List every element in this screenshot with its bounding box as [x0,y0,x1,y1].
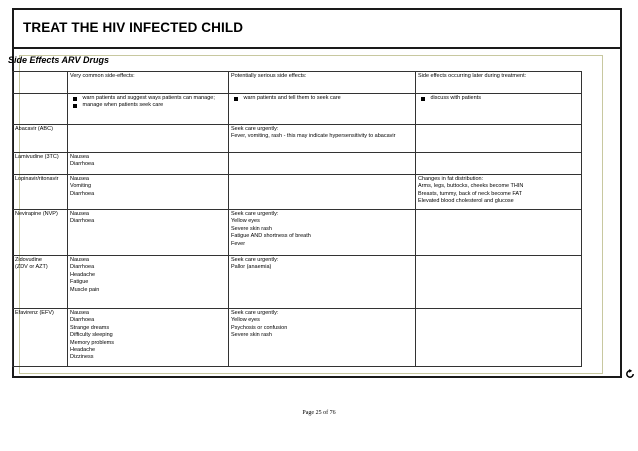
table-header-row [13,72,582,94]
side-effect-cell-serious [229,125,416,153]
title-divider [14,47,620,49]
side-effect-line: Fever [231,240,246,247]
drug-name: Lopinavir/ritonavir [15,176,59,182]
side-effect-line: Severe skin rash [231,225,272,232]
side-effect-cell-later [416,309,582,367]
table-row [13,175,582,210]
advice-cell-serious [229,94,416,125]
side-effect-cell-serious [229,153,416,175]
table-row [13,256,582,309]
side-effect-line: Severe skin rash [231,332,272,339]
side-effect-line: Seek care urgently: [231,126,279,132]
side-effect-line: Diarrhoea [70,161,95,168]
drug-name-cell [13,175,68,210]
side-effect-cell-serious [229,175,416,210]
side-effect-line: Difficulty sleeping [70,332,113,339]
header-cell: Very common side-effects: [68,72,229,94]
side-effect-cell-serious [229,210,416,256]
square-bullet-icon [234,97,238,101]
advice-cell-common [68,94,229,125]
side-effect-line: Nausea [70,310,89,316]
side-effect-line: Strange dreams [70,324,110,331]
side-effect-cell-common [68,153,229,175]
bullet-text: discuss with patients [430,95,481,101]
side-effect-cell-later [416,210,582,256]
side-effect-line: Muscle pain [70,286,100,293]
table-row [13,210,582,256]
side-effect-line: Yellow eyes [231,218,260,225]
side-effect-line: Diarrhoea [70,190,95,197]
drug-name: Nevirapine (NVP) [15,211,58,217]
side-effect-line: Seek care urgently: [231,310,279,316]
side-effect-line: Arms, legs, buttocks, cheeks become THIN [418,183,524,190]
side-effect-line: Seek care urgently: [231,257,279,263]
side-effect-line: Fatigue AND shortness of breath [231,233,311,240]
drug-name: Efavirenz (EFV) [15,310,54,316]
side-effect-line: Diarrhoea [70,317,95,324]
header-cell: Potentially serious side effects: [229,72,416,94]
side-effect-line: Diarrhoea [70,264,95,271]
side-effect-cell-common [68,125,229,153]
bullet-text: manage when patients seek care [82,102,164,109]
table-row [13,153,582,175]
side-effect-cell-common [68,256,229,309]
side-effect-line: Seek care urgently: [231,211,279,217]
advice-cell-later [416,94,582,125]
square-bullet-icon [421,97,425,101]
side-effect-line: Vomiting [70,183,92,190]
drug-name: (ZDV or AZT) [15,264,48,271]
side-effect-line: Diarrhoea [70,218,95,225]
bullet-item [418,95,579,102]
side-effect-line: Fatigue [70,279,89,286]
side-effect-line: Fever, vomiting, rash - this may indicate hypersensitivity to abacavir [231,133,396,140]
side-effect-cell-common [68,309,229,367]
drug-name: Lamivudine (3TC) [15,154,59,160]
drug-name-cell [13,256,68,309]
side-effect-line: Nausea [70,257,89,263]
side-effect-line: Headache [70,271,96,278]
page-title: TREAT THE HIV INFECTED CHILD [23,20,244,35]
table-row [13,309,582,367]
side-effect-line: Psychosis or confusion [231,324,288,331]
side-effect-line: Headache [70,347,96,354]
bullet-item [70,102,226,109]
drug-name-cell [13,309,68,367]
drug-name-cell [13,125,68,153]
side-effect-cell-later [416,153,582,175]
side-effect-line: Breasts, tummy, back of neck become FAT [418,190,523,197]
side-effect-cell-common [68,210,229,256]
side-effect-cell-later [416,125,582,153]
page-footer: Page 25 of 76 [302,410,336,416]
side-effect-cell-serious [229,309,416,367]
advice-cell-empty [13,94,68,125]
side-effect-line: Memory problems [70,339,115,346]
table-row [13,125,582,153]
side-effect-line: Nausea [70,154,89,160]
side-effect-line: Dizziness [70,354,94,361]
section-title: Side Effects ARV Drugs [8,55,110,65]
side-effect-line: Yellow eyes [231,317,260,324]
side-effect-line: Nausea [70,211,89,217]
side-effect-cell-serious [229,256,416,309]
drug-name-cell [13,153,68,175]
side-effect-cell-common [68,175,229,210]
bullet-text: warn patients and suggest ways patients can manage; [82,95,215,101]
side-effects-table [12,71,582,367]
header-cell: Side effects occurring later during treatment: [416,72,582,94]
square-bullet-icon [73,97,77,101]
advice-row [13,94,582,125]
side-effect-cell-later [416,256,582,309]
drug-name: Zidovudine [15,257,42,263]
drug-name: Abacavir (ABC) [15,126,53,132]
header-cell [13,72,68,94]
square-bullet-icon [73,104,77,108]
side-effect-line: Pallor (anaemia) [231,264,272,271]
side-effect-line: Nausea [70,176,89,182]
side-effect-cell-later [416,175,582,210]
bullet-text: warn patients and tell them to seek care [243,95,341,101]
refresh-icon [625,369,635,379]
side-effect-line: Elevated blood cholesterol and glucose [418,198,514,205]
side-effect-line: Changes in fat distribution: [418,176,484,182]
bullet-item [231,95,413,102]
drug-name-cell [13,210,68,256]
bullet-item [70,95,226,102]
